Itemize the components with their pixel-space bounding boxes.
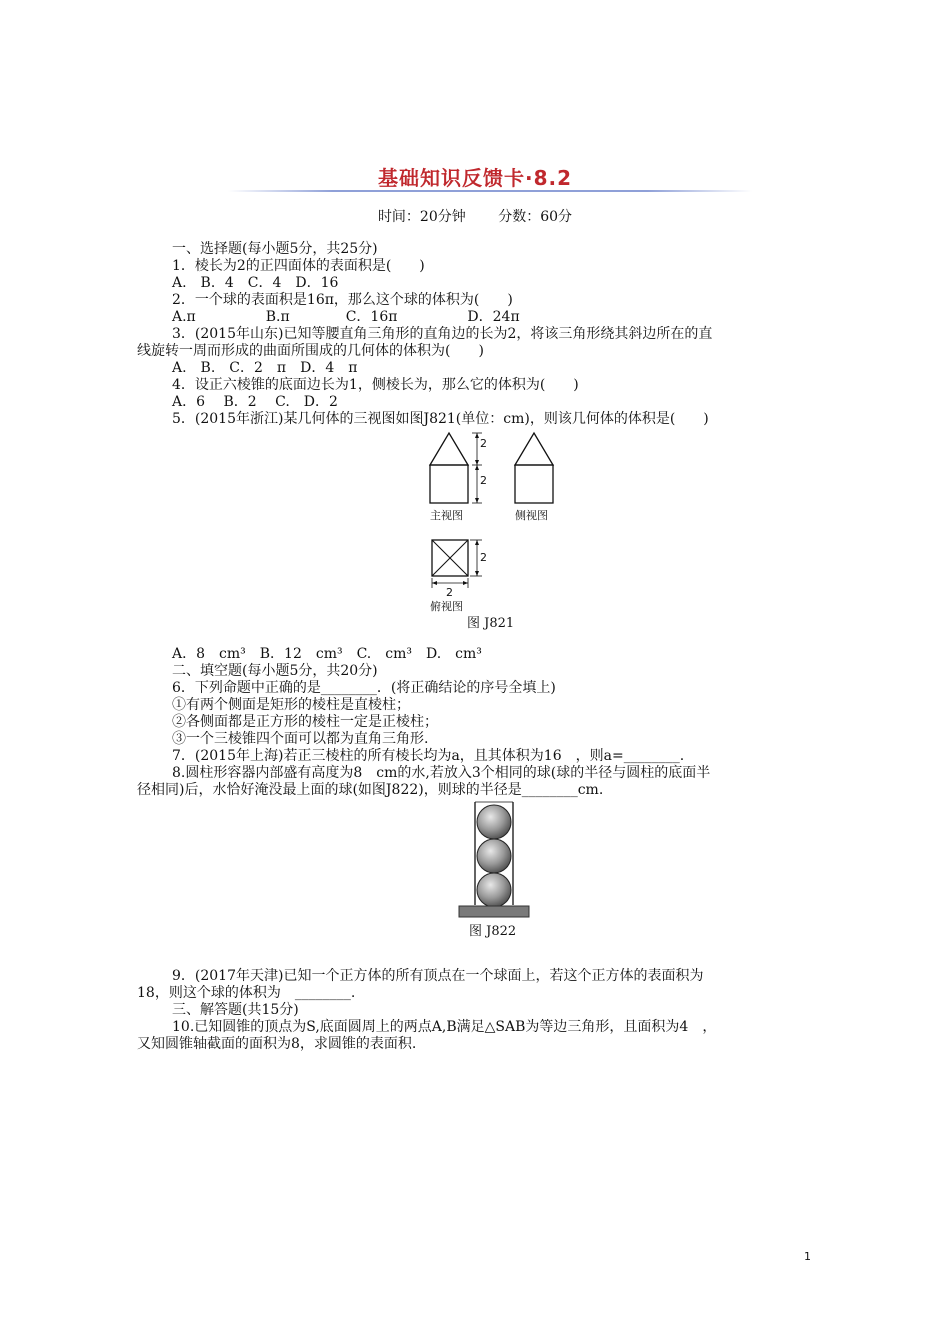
question-9-line-1: 9．(2017年天津)已知一个正方体的所有顶点在一个球面上，若这个正方体的表面积为 — [172, 968, 704, 984]
ball-bottom — [477, 873, 511, 907]
dim-label-middle: 2 — [480, 474, 487, 487]
title-underline — [228, 190, 752, 192]
question-7: 7．(2015年上海)若正三棱柱的所有棱长均为a，且其体积为16 ，则a=________. — [172, 748, 685, 764]
side-view-roof — [515, 433, 553, 465]
question-3-line-2: 线旋转一周而形成的曲面所围成的几何体的体积为( ) — [137, 343, 484, 359]
section-heading-1: 一、选择题(每小题5分，共25分) — [172, 241, 378, 257]
question-3-line-1: 3．(2015年山东)已知等腰直角三角形的直角边的长为2，将该三角形绕其斜边所在的直 — [172, 326, 713, 342]
question-2-options: A.π B.π C．16π D．24π — [172, 309, 520, 325]
time-limit: 时间：20分钟 — [377, 209, 466, 225]
question-10-line-2: 又知圆锥轴截面的面积为8，求圆锥的表面积. — [137, 1036, 417, 1052]
ball-middle — [477, 839, 511, 873]
question-4: 4．设正六棱锥的底面边长为1，侧棱长为，那么它的体积为( ) — [172, 377, 579, 393]
section-heading-3: 三、解答题(共15分) — [172, 1002, 299, 1018]
top-view-label: 俯视图 — [430, 600, 463, 613]
figure-j822-caption: 图 J822 — [469, 924, 517, 939]
question-5-options: A．8 cm³ B．12 cm³ C. cm³ D. cm³ — [172, 646, 482, 662]
question-4-options: A．6 B．2 C. D．2 — [172, 394, 338, 410]
front-view-body — [430, 465, 468, 503]
question-6: 6．下列命题中正确的是________．(将正确结论的序号全填上) — [172, 680, 556, 696]
exam-meta — [0, 206, 950, 226]
section-heading-2: 二、填空题(每小题5分，共20分) — [172, 663, 378, 679]
question-2: 2．一个球的表面积是16π，那么这个球的体积为( ) — [172, 292, 513, 308]
question-8-line-1: 8.圆柱形容器内部盛有高度为8 cm的水,若放入3个相同的球(球的半径与圆柱的底面半 — [172, 765, 711, 781]
question-6-statement-3: ③一个三棱锥四个面可以都为直角三角形. — [172, 731, 429, 747]
front-view-label: 主视图 — [430, 509, 463, 522]
question-1-options: A. B．4 C．4 D．16 — [172, 275, 339, 291]
total-score: 分数：60分 — [498, 209, 573, 225]
page-title: 基础知识反馈卡·8.2 — [377, 166, 573, 190]
question-3-options: A. B. C．2 π D．4 π — [172, 360, 358, 376]
figure-j821-caption: 图 J821 — [467, 616, 515, 631]
page-number: 1 — [804, 1250, 811, 1263]
question-5: 5．(2015年浙江)某几何体的三视图如图J821(单位：cm)，则该几何体的体积是( ) — [172, 411, 709, 427]
dim-label-bottom: 2 — [446, 586, 453, 599]
front-view-roof — [430, 433, 468, 465]
question-6-statement-2: ②各侧面都是正方形的棱柱一定是正棱柱； — [172, 714, 438, 730]
side-view-body — [515, 465, 553, 503]
dim-label-top: 2 — [480, 437, 487, 450]
figure-j822 — [455, 800, 535, 920]
dim-label-right: 2 — [480, 551, 487, 564]
question-6-statement-1: ①有两个侧面是矩形的棱柱是直棱柱； — [172, 697, 410, 713]
question-9-line-2: 18，则这个球的体积为 ________. — [137, 985, 356, 1001]
ball-top — [477, 805, 511, 839]
side-view-label: 侧视图 — [515, 509, 548, 522]
container-base — [459, 906, 529, 917]
question-1: 1．棱长为2的正四面体的表面积是( ) — [172, 258, 425, 274]
question-10-line-1: 10.已知圆锥的顶点为S,底面圆周上的两点A,B满足△SAB为等边三角形，且面积为4 ， — [172, 1019, 717, 1035]
question-8-line-2: 径相同)后，水恰好淹没最上面的球(如图J822)，则球的半径是________cm. — [137, 782, 604, 798]
